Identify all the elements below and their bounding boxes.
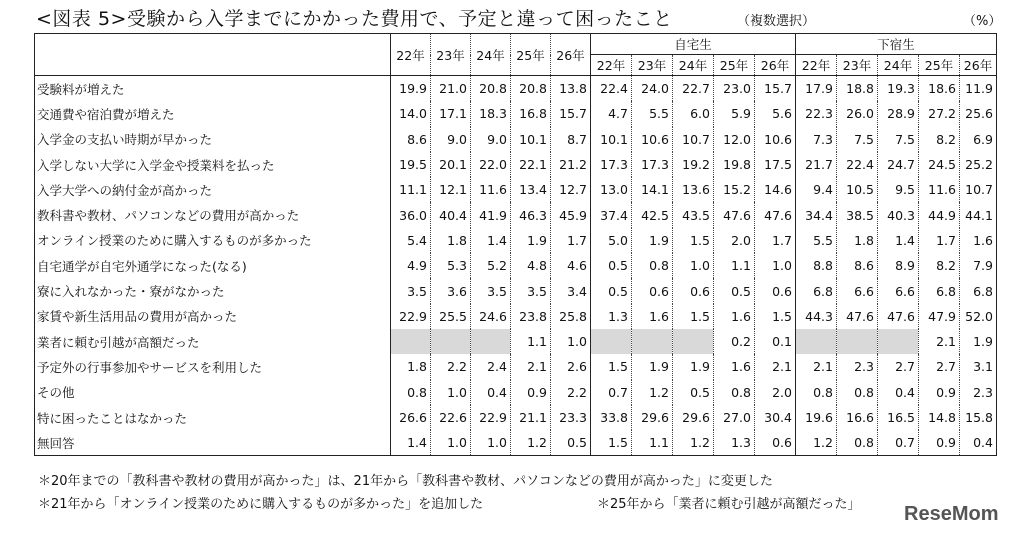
cell-away: 21.7 — [796, 152, 837, 177]
cell-home: 14.6 — [755, 177, 796, 202]
cell-away: 8.2 — [919, 253, 960, 278]
cell-away: 24.5 — [919, 152, 960, 177]
cell-all: 20.8 — [511, 76, 551, 102]
cell-all: 23.3 — [551, 405, 591, 430]
cell-away: 44.1 — [960, 202, 997, 227]
cell-all: 20.1 — [431, 152, 471, 177]
cell-all: 22.9 — [391, 304, 431, 329]
cell-home: 0.6 — [755, 278, 796, 303]
cell-away: 7.5 — [878, 127, 919, 152]
cell-away — [878, 329, 919, 354]
cell-all: 1.0 — [551, 329, 591, 354]
cell-away: 8.9 — [878, 253, 919, 278]
cell-all: 0.5 — [551, 430, 591, 456]
cell-home: 0.7 — [591, 380, 632, 405]
cell-home: 14.1 — [632, 177, 673, 202]
cell-all: 11.1 — [391, 177, 431, 202]
cell-all: 22.1 — [511, 152, 551, 177]
row-label: 特に困ったことはなかった — [35, 405, 391, 430]
cell-all: 9.0 — [471, 127, 511, 152]
cell-home: 1.5 — [591, 430, 632, 456]
cell-all: 0.8 — [391, 380, 431, 405]
cell-all: 19.5 — [391, 152, 431, 177]
cell-home: 0.6 — [755, 430, 796, 456]
cell-away: 52.0 — [960, 304, 997, 329]
cell-all: 2.2 — [551, 380, 591, 405]
cell-away: 14.8 — [919, 405, 960, 430]
cell-all: 2.4 — [471, 354, 511, 379]
cell-away: 40.3 — [878, 202, 919, 227]
table-row — [35, 354, 997, 379]
cell-home: 1.7 — [755, 228, 796, 253]
cell-all: 24.6 — [471, 304, 511, 329]
cell-all: 2.6 — [551, 354, 591, 379]
cell-home: 1.6 — [714, 304, 755, 329]
cell-home: 24.0 — [632, 76, 673, 102]
cell-all: 2.1 — [511, 354, 551, 379]
cell-home: 22.7 — [673, 76, 714, 102]
row-label: 教科書や教材、パソコンなどの費用が高かった — [35, 202, 391, 227]
cell-home: 1.6 — [632, 304, 673, 329]
cell-home: 1.5 — [755, 304, 796, 329]
row-label: 入学金の支払い時期が早かった — [35, 127, 391, 152]
table-row — [35, 304, 997, 329]
cell-all: 1.4 — [391, 430, 431, 456]
footnote-2: ＊21年から「オンライン授業のために購入するものが多かった」を追加した — [38, 497, 484, 512]
header-year-home: 22年 — [591, 55, 632, 76]
cell-away: 0.8 — [796, 380, 837, 405]
cell-away: 7.3 — [796, 127, 837, 152]
cell-home: 19.2 — [673, 152, 714, 177]
cell-all: 4.9 — [391, 253, 431, 278]
cell-all: 20.8 — [471, 76, 511, 102]
row-label: 寮に入れなかった・寮がなかった — [35, 278, 391, 303]
cell-away: 9.4 — [796, 177, 837, 202]
cell-all: 22.6 — [431, 405, 471, 430]
cell-away: 5.5 — [796, 228, 837, 253]
header-year: 25年 — [511, 34, 551, 76]
table-row — [35, 253, 997, 278]
cell-home: 0.5 — [591, 278, 632, 303]
header-year: 24年 — [471, 34, 511, 76]
cell-all: 0.4 — [471, 380, 511, 405]
cell-home: 17.5 — [755, 152, 796, 177]
cell-away: 6.8 — [960, 278, 997, 303]
cell-away: 25.6 — [960, 101, 997, 126]
cell-all: 3.5 — [391, 278, 431, 303]
cell-home: 10.7 — [673, 127, 714, 152]
cell-all: 1.7 — [551, 228, 591, 253]
cell-all: 46.3 — [511, 202, 551, 227]
cell-away: 11.6 — [919, 177, 960, 202]
cell-home: 2.1 — [755, 354, 796, 379]
cell-away: 0.4 — [960, 430, 997, 456]
cell-all: 21.2 — [551, 152, 591, 177]
cell-away: 1.8 — [837, 228, 878, 253]
cell-home: 15.2 — [714, 177, 755, 202]
cell-home: 2.0 — [714, 228, 755, 253]
cell-all: 3.5 — [511, 278, 551, 303]
cell-all: 8.7 — [551, 127, 591, 152]
cell-home: 1.2 — [632, 380, 673, 405]
header-year: 22年 — [391, 34, 431, 76]
cell-away: 8.8 — [796, 253, 837, 278]
table-row — [35, 127, 997, 152]
cell-away: 6.8 — [796, 278, 837, 303]
cell-away: 9.5 — [878, 177, 919, 202]
cell-all: 1.0 — [471, 430, 511, 456]
resemom-logo: ReseMom — [904, 503, 999, 525]
cell-away: 25.2 — [960, 152, 997, 177]
cell-all: 5.3 — [431, 253, 471, 278]
cell-home: 29.6 — [632, 405, 673, 430]
cell-all: 3.5 — [471, 278, 511, 303]
row-label: オンライン授業のために購入するものが多かった — [35, 228, 391, 253]
cell-all: 1.1 — [511, 329, 551, 354]
cell-home: 4.7 — [591, 101, 632, 126]
header-year-away: 22年 — [796, 55, 837, 76]
header-year-home: 23年 — [632, 55, 673, 76]
cell-away: 0.4 — [878, 380, 919, 405]
header-year-home: 25年 — [714, 55, 755, 76]
cell-home: 1.5 — [673, 304, 714, 329]
cell-home: 17.3 — [591, 152, 632, 177]
cell-all: 5.4 — [391, 228, 431, 253]
cell-away: 47.6 — [878, 304, 919, 329]
cell-all: 10.1 — [511, 127, 551, 152]
header-year-away: 26年 — [960, 55, 997, 76]
cell-home: 5.5 — [632, 101, 673, 126]
cell-all: 1.2 — [511, 430, 551, 456]
row-label: 入学しない大学に入学金や授業料を払った — [35, 152, 391, 177]
header-year-away: 24年 — [878, 55, 919, 76]
table-row — [35, 152, 997, 177]
cell-home — [591, 329, 632, 354]
cell-away: 7.9 — [960, 253, 997, 278]
cell-home: 37.4 — [591, 202, 632, 227]
cell-all: 4.8 — [511, 253, 551, 278]
cell-all: 1.4 — [471, 228, 511, 253]
survey-table — [34, 33, 997, 456]
cell-home: 13.6 — [673, 177, 714, 202]
cell-away: 1.2 — [796, 430, 837, 456]
cell-home: 1.1 — [632, 430, 673, 456]
table-row — [35, 329, 997, 354]
cell-home: 33.8 — [591, 405, 632, 430]
header-blank — [35, 34, 391, 76]
cell-home: 15.7 — [755, 76, 796, 102]
cell-home: 0.8 — [632, 253, 673, 278]
cell-home: 0.5 — [714, 278, 755, 303]
selection-note: （複数選択） — [737, 14, 816, 29]
header-year: 23年 — [431, 34, 471, 76]
cell-all: 22.0 — [471, 152, 511, 177]
cell-all: 25.5 — [431, 304, 471, 329]
header-group-away: 下宿生 — [796, 34, 997, 55]
cell-all: 15.7 — [551, 101, 591, 126]
cell-all: 21.0 — [431, 76, 471, 102]
cell-all: 3.4 — [551, 278, 591, 303]
cell-away: 24.7 — [878, 152, 919, 177]
cell-home: 0.5 — [673, 380, 714, 405]
cell-home: 1.3 — [591, 304, 632, 329]
cell-all: 3.6 — [431, 278, 471, 303]
cell-home: 1.1 — [714, 253, 755, 278]
cell-home: 23.0 — [714, 76, 755, 102]
cell-home: 0.1 — [755, 329, 796, 354]
cell-away: 18.6 — [919, 76, 960, 102]
header-year-home: 24年 — [673, 55, 714, 76]
cell-away: 6.6 — [878, 278, 919, 303]
footnote-1: ＊20年までの「教科書や教材の費用が高かった」は、21年から「教科書や教材、パソコンなどの費用が高かった」に変更した — [38, 474, 773, 489]
cell-home: 1.9 — [632, 354, 673, 379]
cell-all: 19.9 — [391, 76, 431, 102]
cell-all: 8.6 — [391, 127, 431, 152]
cell-away: 22.4 — [837, 152, 878, 177]
cell-home: 47.6 — [755, 202, 796, 227]
cell-away: 6.8 — [919, 278, 960, 303]
cell-home: 5.9 — [714, 101, 755, 126]
cell-away: 1.9 — [960, 329, 997, 354]
cell-away: 19.3 — [878, 76, 919, 102]
cell-all: 1.9 — [511, 228, 551, 253]
cell-home: 0.8 — [714, 380, 755, 405]
cell-away: 2.1 — [919, 329, 960, 354]
cell-home: 1.6 — [714, 354, 755, 379]
cell-away: 7.5 — [837, 127, 878, 152]
table-row — [35, 430, 997, 456]
table-row — [35, 101, 997, 126]
chart-title: <図表 5>受験から入学までにかかった費用で、予定と違って困ったこと — [36, 8, 673, 30]
cell-away: 16.5 — [878, 405, 919, 430]
cell-home: 0.2 — [714, 329, 755, 354]
cell-home: 1.9 — [632, 228, 673, 253]
cell-away: 28.9 — [878, 101, 919, 126]
cell-all: 40.4 — [431, 202, 471, 227]
cell-away — [837, 329, 878, 354]
cell-home: 13.0 — [591, 177, 632, 202]
cell-all: 12.7 — [551, 177, 591, 202]
cell-away: 47.6 — [837, 304, 878, 329]
cell-away: 10.5 — [837, 177, 878, 202]
cell-home: 12.0 — [714, 127, 755, 152]
cell-away: 10.7 — [960, 177, 997, 202]
cell-away: 44.3 — [796, 304, 837, 329]
cell-all: 41.9 — [471, 202, 511, 227]
header-year-away: 25年 — [919, 55, 960, 76]
cell-away: 16.6 — [837, 405, 878, 430]
row-label: 予定外の行事参加やサービスを利用した — [35, 354, 391, 379]
cell-away: 22.3 — [796, 101, 837, 126]
cell-away: 1.4 — [878, 228, 919, 253]
table-row — [35, 405, 997, 430]
table-row — [35, 228, 997, 253]
cell-all: 16.8 — [511, 101, 551, 126]
cell-home: 10.6 — [755, 127, 796, 152]
cell-away: 2.7 — [878, 354, 919, 379]
cell-all — [471, 329, 511, 354]
cell-home: 27.0 — [714, 405, 755, 430]
cell-home: 47.6 — [714, 202, 755, 227]
row-label: 無回答 — [35, 430, 391, 456]
cell-all: 11.6 — [471, 177, 511, 202]
row-label: 交通費や宿泊費が増えた — [35, 101, 391, 126]
cell-home: 1.0 — [673, 253, 714, 278]
table-row — [35, 177, 997, 202]
cell-all: 9.0 — [431, 127, 471, 152]
cell-away: 6.6 — [837, 278, 878, 303]
cell-home: 0.6 — [632, 278, 673, 303]
cell-away: 2.1 — [796, 354, 837, 379]
cell-away: 2.7 — [919, 354, 960, 379]
cell-away: 44.9 — [919, 202, 960, 227]
cell-away — [796, 329, 837, 354]
header-year-away: 23年 — [837, 55, 878, 76]
cell-all: 1.0 — [431, 380, 471, 405]
cell-all: 17.1 — [431, 101, 471, 126]
cell-away: 19.6 — [796, 405, 837, 430]
cell-away: 3.1 — [960, 354, 997, 379]
cell-away: 26.0 — [837, 101, 878, 126]
unit-label: （%） — [963, 14, 1002, 29]
cell-away: 2.3 — [960, 380, 997, 405]
cell-all: 21.1 — [511, 405, 551, 430]
cell-all: 13.8 — [551, 76, 591, 102]
cell-home: 6.0 — [673, 101, 714, 126]
cell-all: 5.2 — [471, 253, 511, 278]
cell-away: 0.9 — [919, 380, 960, 405]
cell-away: 27.2 — [919, 101, 960, 126]
cell-home — [673, 329, 714, 354]
cell-home: 10.6 — [632, 127, 673, 152]
table-body — [35, 76, 997, 456]
cell-home: 1.9 — [673, 354, 714, 379]
cell-home: 5.6 — [755, 101, 796, 126]
cell-all: 22.9 — [471, 405, 511, 430]
cell-away: 0.7 — [878, 430, 919, 456]
cell-all: 1.8 — [391, 354, 431, 379]
cell-home: 30.4 — [755, 405, 796, 430]
cell-home: 5.0 — [591, 228, 632, 253]
cell-home: 1.3 — [714, 430, 755, 456]
cell-all: 13.4 — [511, 177, 551, 202]
table-header — [35, 34, 997, 76]
cell-home: 0.5 — [591, 253, 632, 278]
row-label: 業者に頼む引越が高額だった — [35, 329, 391, 354]
cell-all: 0.9 — [511, 380, 551, 405]
cell-all: 14.0 — [391, 101, 431, 126]
cell-all: 1.8 — [431, 228, 471, 253]
cell-away: 18.8 — [837, 76, 878, 102]
cell-away: 0.8 — [837, 380, 878, 405]
cell-away: 8.6 — [837, 253, 878, 278]
cell-away: 11.9 — [960, 76, 997, 102]
cell-home: 1.5 — [591, 354, 632, 379]
row-label: 自宅通学が自宅外通学になった(なる) — [35, 253, 391, 278]
cell-home: 29.6 — [673, 405, 714, 430]
header-year: 26年 — [551, 34, 591, 76]
cell-all — [431, 329, 471, 354]
cell-all: 1.0 — [431, 430, 471, 456]
cell-all: 2.2 — [431, 354, 471, 379]
row-label: 受験料が増えた — [35, 76, 391, 102]
row-label: その他 — [35, 380, 391, 405]
row-label: 家賃や新生活用品の費用が高かった — [35, 304, 391, 329]
cell-home: 2.0 — [755, 380, 796, 405]
row-label: 入学大学への納付金が高かった — [35, 177, 391, 202]
cell-away: 17.9 — [796, 76, 837, 102]
cell-home: 42.5 — [632, 202, 673, 227]
cell-home: 1.2 — [673, 430, 714, 456]
cell-all: 12.1 — [431, 177, 471, 202]
cell-away: 0.9 — [919, 430, 960, 456]
cell-away: 1.6 — [960, 228, 997, 253]
cell-home: 19.8 — [714, 152, 755, 177]
cell-all: 4.6 — [551, 253, 591, 278]
cell-away: 2.3 — [837, 354, 878, 379]
header-group-home: 自宅生 — [591, 34, 796, 55]
cell-all: 26.6 — [391, 405, 431, 430]
cell-home: 0.6 — [673, 278, 714, 303]
cell-home: 1.0 — [755, 253, 796, 278]
cell-away: 1.7 — [919, 228, 960, 253]
cell-home: 43.5 — [673, 202, 714, 227]
table-row — [35, 202, 997, 227]
cell-home: 17.3 — [632, 152, 673, 177]
table-row — [35, 76, 997, 102]
cell-home — [632, 329, 673, 354]
cell-all: 23.8 — [511, 304, 551, 329]
header-year-home: 26年 — [755, 55, 796, 76]
cell-all: 36.0 — [391, 202, 431, 227]
cell-away: 15.8 — [960, 405, 997, 430]
cell-away: 34.4 — [796, 202, 837, 227]
cell-home: 1.5 — [673, 228, 714, 253]
cell-all: 25.8 — [551, 304, 591, 329]
cell-away: 0.8 — [837, 430, 878, 456]
cell-away: 8.2 — [919, 127, 960, 152]
cell-all: 18.3 — [471, 101, 511, 126]
cell-all: 45.9 — [551, 202, 591, 227]
cell-away: 6.9 — [960, 127, 997, 152]
cell-home: 10.1 — [591, 127, 632, 152]
footnote-3: ＊25年から「業者に頼む引越が高額だった」 — [597, 497, 861, 512]
cell-away: 47.9 — [919, 304, 960, 329]
cell-home: 22.4 — [591, 76, 632, 102]
cell-away: 38.5 — [837, 202, 878, 227]
table-row — [35, 278, 997, 303]
cell-all — [391, 329, 431, 354]
table-row — [35, 380, 997, 405]
